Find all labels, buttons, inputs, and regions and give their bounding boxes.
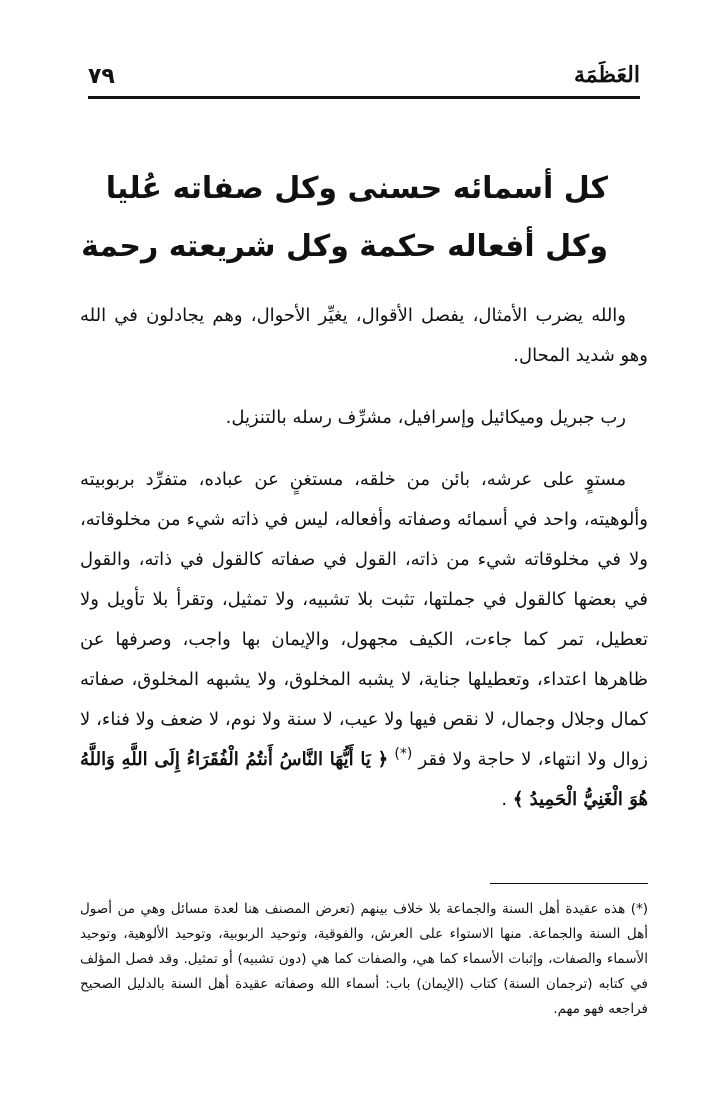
footnote-marker: (*) (394, 746, 413, 762)
paragraph-1: والله يضرب الأمثال، يفصل الأقوال، يغيِّر الأحوال، وهم يجادلون في الله وهو شديد المحال. (80, 305, 648, 366)
footnote-separator (490, 883, 648, 884)
page-number: ٧٩ (88, 64, 115, 89)
paragraph-3 (80, 460, 648, 820)
end-punctuation: . (501, 789, 508, 810)
chapter-title-line-1: كل أسمائه حسنى وكل صفاته عُليا (105, 171, 608, 206)
paragraph-3-text: مستوٍ على عرشه، بائن من خلقه، مستغنٍ عن عباده، متفرِّد بربوبيته وألوهيته، واحد في أسمائه وصفاته وأفعاله، ليس في ذاته شيء من مخلوقاته، ولا في مخلوقاته شيء من ذاته، القول في صفاته كالقول في ذاته، والقول في بعضها كالقول في جملتها، تثبت بلا تشبيه، ولا تمثيل، وتقرأ بلا تأويل ولا تعطيل، تمر كما جاءت، الكيف مجهول، والإيمان بها واجب، وصرفها عن ظاهرها اعتداء، وتعطيلها جناية، لا يشبه المخلوق، ولا يشبهه المخلوق، صفاته كمال وجلال وجمال، لا نقص فيها ولا عيب، لا سنة ولا نوم، لا ضعف ولا فناء، لا زوال ولا انتهاء، لا حاجة ولا فقر (80, 469, 648, 770)
footnote: (*) هذه عقيدة أهل السنة والجماعة بلا خلاف بينهم (تعرض المصنف هنا لعدة مسائل وهي من أصول أهل السنة والجماعة. منها الاستواء على العرش، والفوقية، وتوحيد الربوبية، وتوحيد الألوهية، وتوحيد الأسماء والصفات، وإثبات الأسماء كما هي، والصفات كما هي (دون تشبيه) أو تمثيل. وقد فصل المؤلف في كتابه (ترجمان السنة) كتاب (الإيمان) باب: أسماء الله وصفاته عقيدة أهل السنة بالدليل الصحيح فراجعه فهو مهم. (80, 901, 648, 1017)
paragraph-2: رب جبريل وميكائيل وإسرافيل، مشرِّف رسله بالتنزيل. (225, 407, 626, 428)
page-header (88, 62, 640, 94)
running-title: العَظَمَة (574, 62, 640, 88)
body-text (80, 296, 648, 842)
quran-verse: ﴿ يَا أَيُّهَا النَّاسُ أَنتُمُ الْفُقَرَاءُ إِلَى اللَّهِ وَاللَّهُ هُوَ الْغَنِيُّ الْحَمِيدُ ﴾ (80, 749, 648, 810)
chapter-title (81, 160, 608, 276)
chapter-title-line-2: وكل أفعاله حكمة وكل شريعته رحمة (81, 229, 608, 264)
header-rule (88, 96, 640, 99)
